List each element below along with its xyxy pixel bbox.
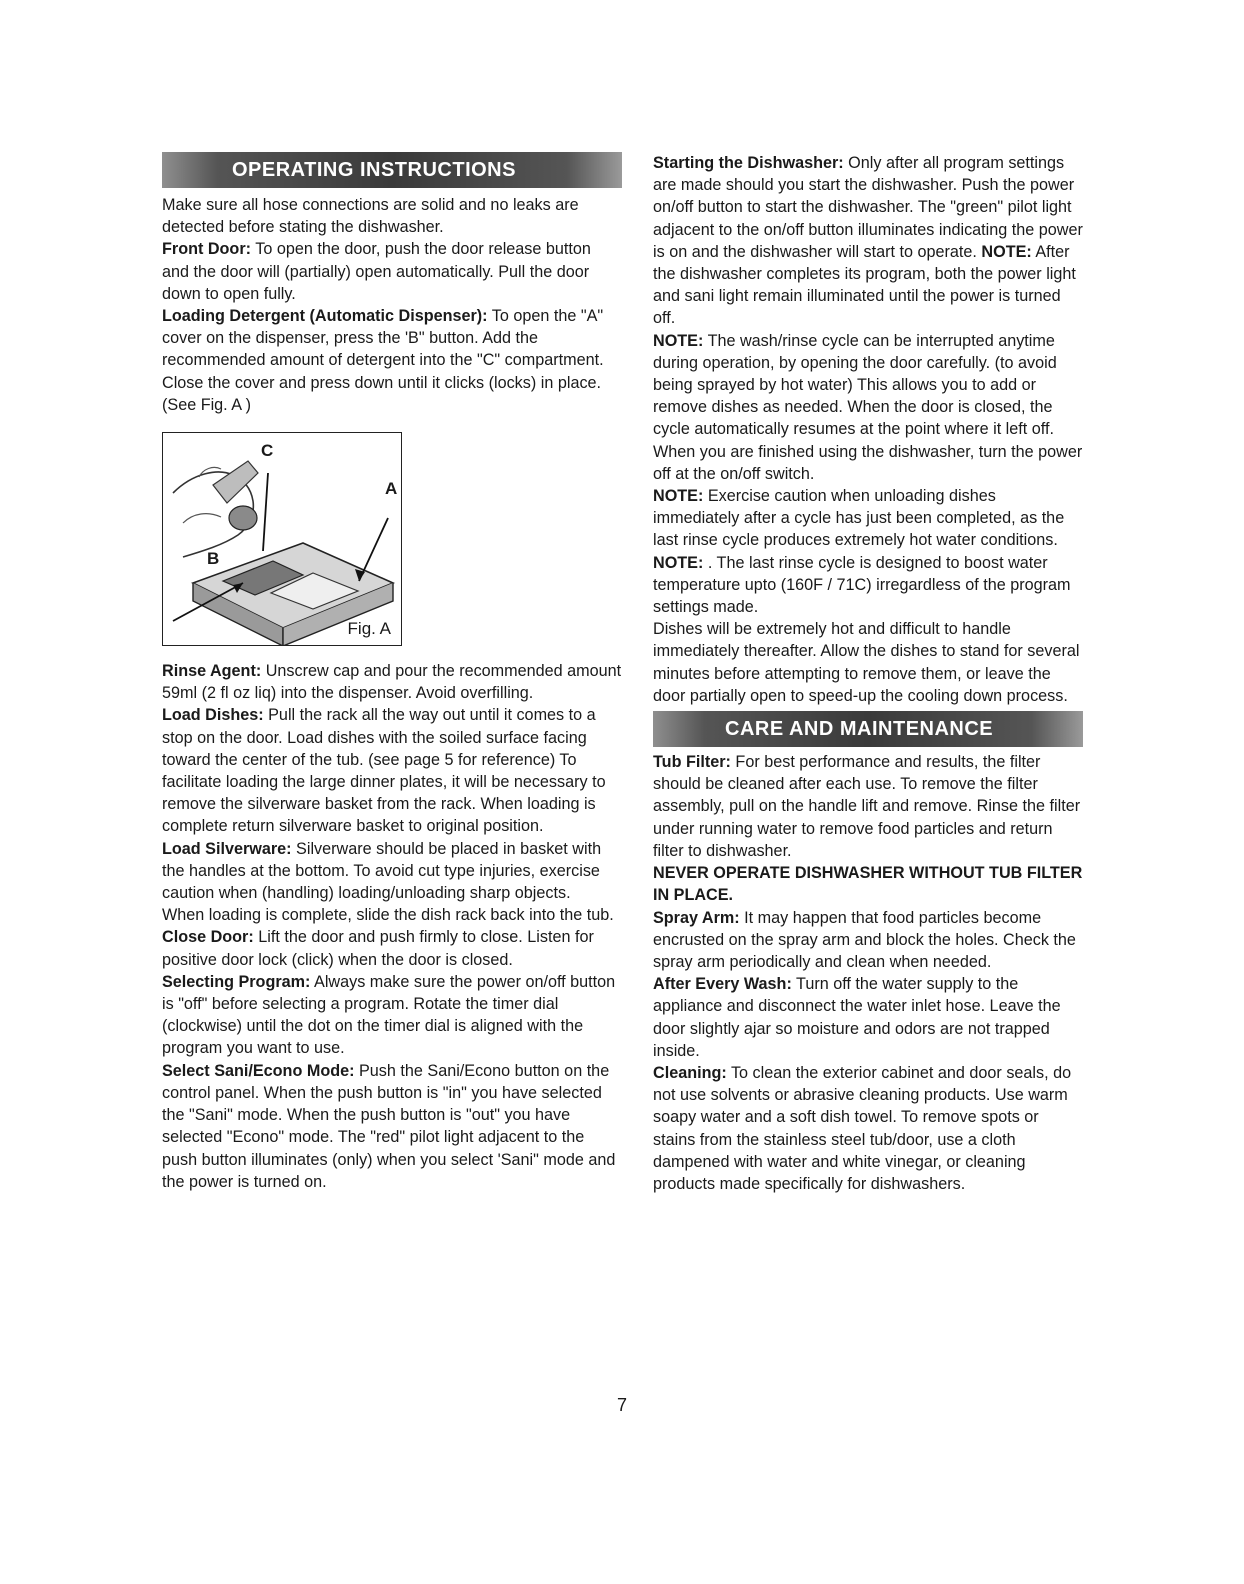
intro-paragraph: Make sure all hose connections are solid and no leaks are detected before stating the dishwasher. [162, 196, 579, 237]
right-column [653, 152, 1083, 1195]
cleaning-label: Cleaning: [653, 1063, 727, 1082]
loading-detergent-text: To open the "A" cover on the dispenser, press the 'B" button. Add the recommended amount of detergent into the "C" compartment. Close the cover and press down until it clicks (locks) in place. (See Fig. A ) [162, 307, 604, 414]
label-c: C [261, 441, 274, 461]
tub-filter-label: Tub Filter: [653, 753, 731, 772]
figure-caption: Fig. A [347, 619, 391, 639]
after-wash-paragraph [653, 973, 1083, 1062]
care-maintenance-banner [653, 711, 1083, 747]
note-rinse-text: . The last rinse cycle is designed to boost water temperature upto (160F / 71C) irregardless of the program settings made. [653, 553, 1071, 617]
load-silverware-label: Load Silverware: [162, 839, 292, 858]
note-rinse-label: NOTE: [653, 553, 704, 572]
selecting-program-label: Selecting Program: [162, 972, 311, 991]
after-wash-text: Turn off the water supply to the appliance and disconnect the water inlet hose. Leave the door slightly ajar so moisture and odors are not trapped inside. [653, 975, 1061, 1060]
cleaning-text: To clean the exterior cabinet and door seals, do not use solvents or abrasive cleaning products. Use warm soapy water and a soft dish towel. To remove spots or stains from the stainless steel tub/door, use a cloth dampened with water and white vinegar, or cleaning products made specifically for dishwashers. [653, 1063, 1072, 1193]
front-door-label: Front Door: [162, 240, 252, 259]
note-interrupt-text: The wash/rinse cycle can be interrupted anytime during operation, by opening the door carefully. (to avoid being sprayed by hot water) This allows you to add or remove dishes as needed. When the door is closed, the cycle automatically resumes at the point where it left off. When you are finished using the dishwasher, turn the power off at the on/off switch. [653, 331, 1083, 483]
note-caution-text: Exercise caution when unloading dishes immediately after a cycle has just been completed, as the last rinse cycle produces extremely hot water conditions. [653, 487, 1065, 550]
banner-title: OPERATING INSTRUCTIONS [232, 159, 516, 181]
dishes-hot-paragraph: Dishes will be extremely hot and difficult to handle immediately thereafter. Allow the dishes to stand for several minutes before attempting to remove them, or leave the door partially open to speed-up the cooling down process. [653, 620, 1080, 705]
tub-filter-text: For best performance and results, the filter should be cleaned after each use. To remove the filter assembly, pull on the handle lift and remove. Rinse the filter under running water to remove food particles and return filter to dishwasher. [653, 753, 1081, 860]
label-b: B [207, 549, 220, 569]
after-wash-label: After Every Wash: [653, 975, 792, 994]
sani-econo-paragraph [162, 1060, 622, 1193]
close-door-text: Lift the door and push firmly to close. Listen for positive door lock (click) when the door is closed. [162, 928, 594, 969]
load-silverware-paragraph [162, 838, 622, 905]
selecting-program-text: Always make sure the power on/off button is "off" before selecting a program. Rotate the timer dial (clockwise) until the dot on the timer dial is aligned with the program you want to use. [162, 972, 616, 1058]
care-banner-title: CARE AND MAINTENANCE [725, 718, 994, 741]
starting-label: Starting the Dishwasher: [653, 154, 844, 172]
loading-detergent-paragraph [162, 305, 622, 416]
label-a: A [385, 479, 398, 499]
front-door-text: To open the door, push the door release button and the door will (partially) open automatically. Pull the door down to open fully. [162, 240, 591, 303]
dispenser-figure [162, 432, 402, 646]
selecting-program-paragraph [162, 971, 622, 1060]
starting-text: Only after all program settings are made should you start the dishwasher. Push the power on/off button to start the dishwasher. The "green" pilot light adjacent to the on/off button illuminates indicating the power is on and the dishwasher will start to operate. [653, 154, 1083, 261]
operating-instructions-banner [162, 152, 622, 188]
spray-arm-text: It may happen that food particles become encrusted on the spray arm and block the holes. Check the spray arm periodically and clean when needed. [653, 908, 1076, 971]
left-column [162, 152, 622, 1193]
dispenser-illustration [163, 433, 401, 645]
load-dishes-text: Pull the rack all the way out until it comes to a stop on the door. Load dishes with the soiled surface facing toward the center of the tub. (see page 5 for reference) To facilitate loading the large dinner plates, it will be necessary to remove the silverware basket from the rack. When loading is complete return silverware basket to original position. [162, 706, 606, 836]
starting-note-text: After the dishwasher completes its program, both the power light and sani light remain illuminated until the power is turned off. [653, 242, 1076, 328]
load-dishes-paragraph [162, 704, 622, 837]
spray-arm-paragraph [653, 907, 1083, 974]
note-interrupt-paragraph [653, 330, 1083, 485]
loading-detergent-label: Loading Detergent (Automatic Dispenser): [162, 307, 488, 326]
starting-note-label: NOTE: [981, 242, 1032, 261]
tub-filter-paragraph [653, 751, 1083, 862]
note-caution-paragraph [653, 485, 1083, 552]
page-number: 7 [616, 1395, 627, 1415]
sani-econo-text: Push the Sani/Econo button on the control panel. When the push button is "in" you have selected the "Sani" mode. When the push button is "out" you have selected "Econo" mode. The "red" pilot light adjacent to the push button illuminates (only) when you select 'Sani" mode and the power is turned on. [162, 1061, 616, 1191]
load-dishes-label: Load Dishes: [162, 706, 264, 725]
warning-text: NEVER OPERATE DISHWASHER WITHOUT TUB FILTER IN PLACE. [653, 864, 1083, 905]
rinse-agent-label: Rinse Agent: [162, 662, 262, 681]
close-door-paragraph [162, 926, 622, 970]
sani-econo-label: Select Sani/Econo Mode: [162, 1061, 355, 1080]
warning-paragraph [653, 862, 1083, 906]
note-caution-label: NOTE: [653, 487, 704, 506]
front-door-paragraph [162, 238, 622, 305]
load-silverware-text: Silverware should be placed in basket with the handles at the bottom. To avoid cut type injuries, exercise caution when (handling) loading/unloading sharp objects. [162, 839, 602, 903]
note-rinse-paragraph [653, 552, 1083, 619]
rinse-agent-paragraph [162, 660, 622, 704]
close-door-label: Close Door: [162, 928, 254, 947]
rack-back-paragraph: When loading is complete, slide the dish rack back into the tub. [162, 906, 614, 925]
rinse-agent-text: Unscrew cap and pour the recommended amount 59ml (2 fl oz liq) into the dispenser. Avoid overfilling. [162, 662, 622, 703]
cleaning-paragraph [653, 1062, 1083, 1195]
starting-paragraph [653, 152, 1083, 330]
spray-arm-label: Spray Arm: [653, 908, 740, 927]
note-interrupt-label: NOTE: [653, 331, 704, 350]
